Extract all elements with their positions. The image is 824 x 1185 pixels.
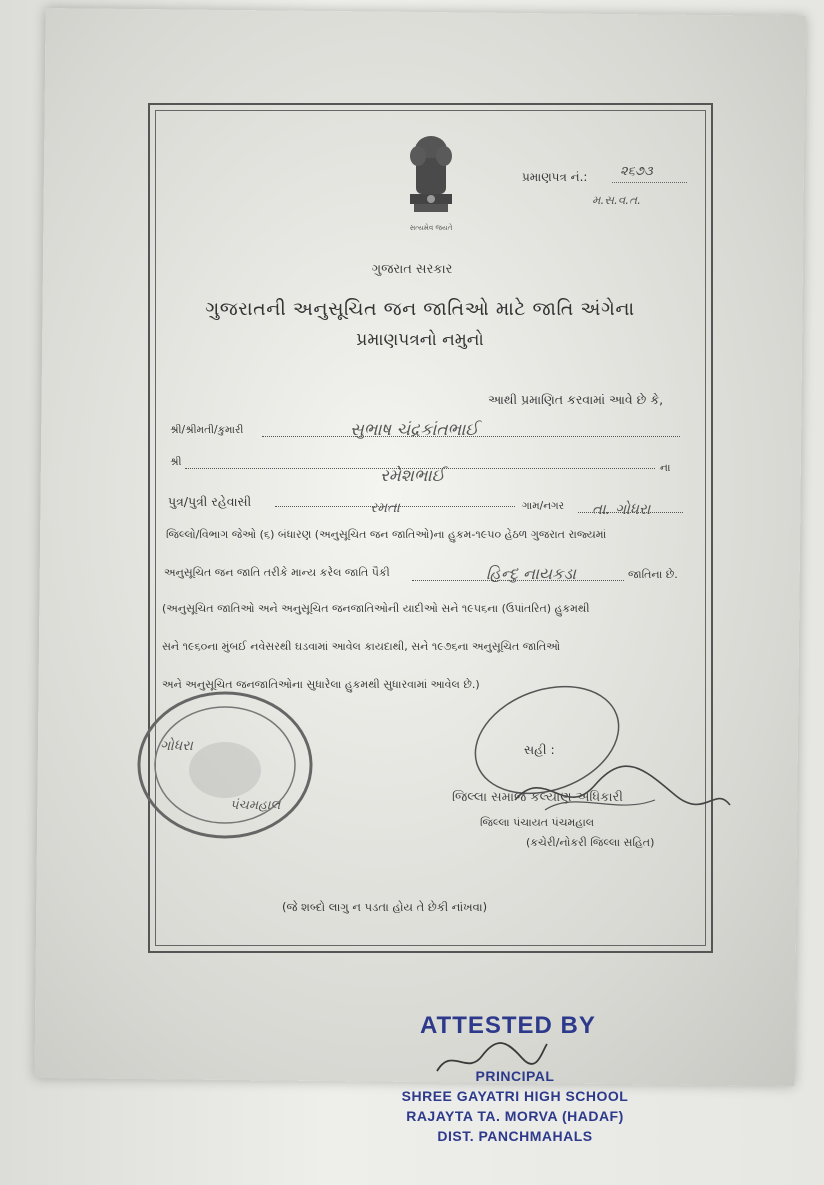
certificate-title: ગુજરાતની અનુસૂચિત જન જાતિઓ માટે જાતિ અંગેના xyxy=(205,298,635,320)
school-district: DIST. PANCHMAHALS xyxy=(437,1128,593,1144)
national-emblem-icon xyxy=(398,128,464,238)
body-line-5: અને અનુસૂચિત જનજાતિઓના સુધારેલા હુકમથી સુધારવામાં આવેલ છે.) xyxy=(162,678,480,691)
father-prefix: શ્રી xyxy=(170,456,182,468)
stamp-subtext: પંચમહાલ xyxy=(230,798,281,813)
father-suffix: ના xyxy=(660,462,671,474)
body-line-2b: જાતિના છે. xyxy=(628,568,678,581)
body-line-2a: અનુસૂચિત જન જાતિ તરીકે માન્ય કરેલ જાતિ પૈકી xyxy=(164,566,390,579)
certificate-number-value: ૨૬૭૩ xyxy=(620,164,653,179)
body-line-1: જિલ્લો/વિભાગ જેઓ (૬) બંધારણ (અનુસૂચિત જન જાતિઓ)ના હુકમ-૧૯૫૦ હેઠળ ગુજરાત રાજ્યમાં xyxy=(166,528,607,541)
body-line-3: (અનુસૂચિત જાતિઓ અને અનુસૂચિત જનજાતિઓની યાદીઓ સને ૧૯૫૬ના (ઉપાંતરિત) હુકમથી xyxy=(162,602,590,615)
son-label: પુત્ર/પુત્રી રહેવાસી xyxy=(168,494,252,509)
signature-label: સહી : xyxy=(524,742,555,757)
school-name: SHREE GAYATRI HIGH SCHOOL xyxy=(401,1088,629,1104)
officer-title-1: જિલ્લા સમાજ કલ્યાણ અધિકારી xyxy=(452,790,623,805)
certificate-number-underline xyxy=(612,182,687,183)
village-value: તા. ગોધરા xyxy=(592,500,651,518)
officer-title-2: જિલ્લા પંચાયત પંચમહાલ xyxy=(480,816,595,829)
official-round-stamp xyxy=(133,690,313,840)
officer-title-3: (કચેરી/નોકરી જિલ્લા સહિત) xyxy=(526,836,655,849)
stamp-text: ગોધરા xyxy=(160,738,193,754)
footer-note: (જે શબ્દો લાગુ ન પડતા હોય તે છેકી નાંખવા) xyxy=(282,900,488,914)
father-value: રમેશભાઈ xyxy=(380,466,445,486)
school-address: RAJAYTA TA. MORVA (HADAF) xyxy=(406,1108,624,1124)
certify-statement: આથી પ્રમાણિત કરવામાં આવે છે કે, xyxy=(488,392,664,407)
caste-value: હિન્દુ નાયકડા xyxy=(486,564,576,583)
government-name: ગુજરાત સરકાર xyxy=(371,262,453,277)
principal-line: PRINCIPAL xyxy=(475,1068,555,1084)
village-label: ગામ/નગર xyxy=(522,500,565,512)
attested-by-heading: ATTESTED BY xyxy=(420,1012,596,1039)
certificate-number-sub: મ.સ.વ.ત. xyxy=(592,193,641,207)
name-value: સુભાષ ચંદ્રકાંતભાઈ xyxy=(350,420,479,440)
name-label: શ્રી/શ્રીમતી/કુમારી xyxy=(170,424,244,436)
emblem-caption: સત્યમેવ જયતે xyxy=(409,224,453,232)
residence-value: રમતા xyxy=(370,500,400,516)
body-line-4: સને ૧૯૬૦ના મુંબઈ નવેસરથી ઘડવામાં આવેલ કાયદાથી, સને ૧૯૭૬ના અનુસૂચિત જાતિઓ xyxy=(162,640,561,653)
certificate-number-label: પ્રમાણપત્ર નં.: xyxy=(522,170,588,184)
certificate-subtitle: પ્રમાણપત્રનો નમુનો xyxy=(356,330,484,350)
